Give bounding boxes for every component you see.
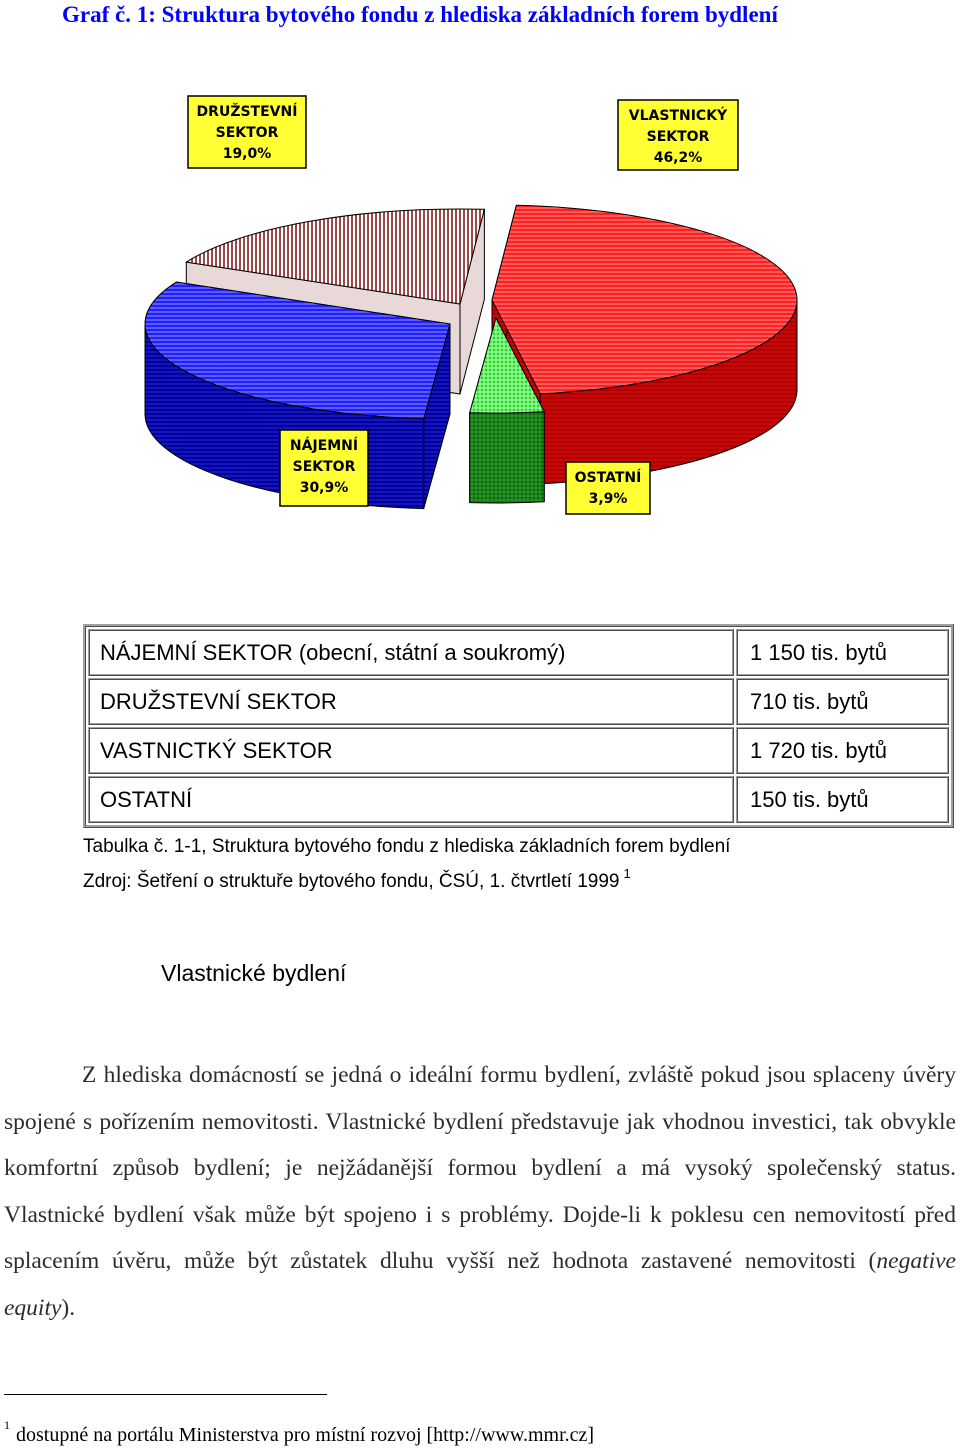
footnote-text: dostupné na portálu Ministerstva pro místní rozvoj [http://www.mmr.cz] xyxy=(16,1424,595,1446)
pie-label-line: DRUŽSTEVNÍ xyxy=(196,104,298,120)
housing-stock-table xyxy=(83,624,954,828)
table-cell-sector: OSTATNÍ xyxy=(88,776,734,823)
pie-label-line: 19,0% xyxy=(222,146,272,162)
section-heading: Vlastnické bydlení xyxy=(161,960,347,986)
pie-label-ostatni xyxy=(566,462,650,514)
source-caption xyxy=(83,866,631,893)
pie-label-line: SEKTOR xyxy=(292,459,356,475)
paragraph-tail: ). xyxy=(61,1294,76,1321)
table-caption: Tabulka č. 1-1, Struktura bytového fondu z hlediska základních forem bydlení xyxy=(83,836,731,857)
pie-label-line: SEKTOR xyxy=(646,129,710,145)
table-cell-count: 1 720 tis. bytů xyxy=(736,727,949,774)
table-cell-count: 150 tis. bytů xyxy=(736,776,949,823)
footnote-separator xyxy=(4,1394,327,1395)
body-paragraph xyxy=(4,1052,956,1331)
graph-title: Graf č. 1: Struktura bytového fondu z hlediska základních forem bydlení xyxy=(62,2,778,27)
table-cell-sector: VASTNICTKÝ SEKTOR xyxy=(88,727,734,774)
pie-label-line: 46,2% xyxy=(653,150,703,166)
pie-side-ostatni xyxy=(470,412,545,503)
paragraph-italic-term: negative equity xyxy=(4,1248,956,1321)
pie-label-line: VLASTNICKÝ xyxy=(628,108,728,124)
table-row xyxy=(88,727,949,774)
table-row xyxy=(88,629,949,676)
pie-label-line: 3,9% xyxy=(588,491,628,507)
pie-label-line: 30,9% xyxy=(299,480,349,496)
pie-label-line: OSTATNÍ xyxy=(574,470,642,486)
source-text: Zdroj: Šetření o struktuře bytového fondu, ČSÚ, 1. čtvrtletí 1999 xyxy=(83,871,620,892)
pie-label-vlastnicky xyxy=(618,100,738,170)
table-cell-count: 1 150 tis. bytů xyxy=(736,629,949,676)
footnote xyxy=(4,1418,594,1447)
pie-label-najemni xyxy=(280,430,368,506)
table-cell-sector: DRUŽSTEVNÍ SEKTOR xyxy=(88,678,734,725)
paragraph-text: Z hlediska domácností se jedná o ideální formu bydlení, zvláště pokud jsou splaceny úvěry spojené s pořízením nemovitosti. Vlastnické bydlení představuje jak vhodnou investici, tak obvykle komfortní způsob bydlení; je nejžádanější formou bydlení a má vysoký společenský status. Vlastnické bydlení však může být spojeno i s problémy. Dojde-li k poklesu cen nemovitostí před splacením úvěru, může být zůstatek dluhu vyšší než hodnota zastavené nemovitosti ( xyxy=(4,1062,956,1274)
footnote-mark: 1 xyxy=(4,1418,10,1432)
pie-label-line: SEKTOR xyxy=(215,125,279,141)
table-cell-count: 710 tis. bytů xyxy=(736,678,949,725)
pie-label-line: NÁJEMNÍ xyxy=(289,438,359,454)
pie-chart xyxy=(126,86,833,518)
pie-label-druzstevni xyxy=(188,96,306,168)
table-row xyxy=(88,678,949,725)
footnote-ref[interactable]: 1 xyxy=(623,866,631,881)
table-row xyxy=(88,776,949,823)
table-cell-sector: NÁJEMNÍ SEKTOR (obecní, státní a soukromý) xyxy=(88,629,734,676)
